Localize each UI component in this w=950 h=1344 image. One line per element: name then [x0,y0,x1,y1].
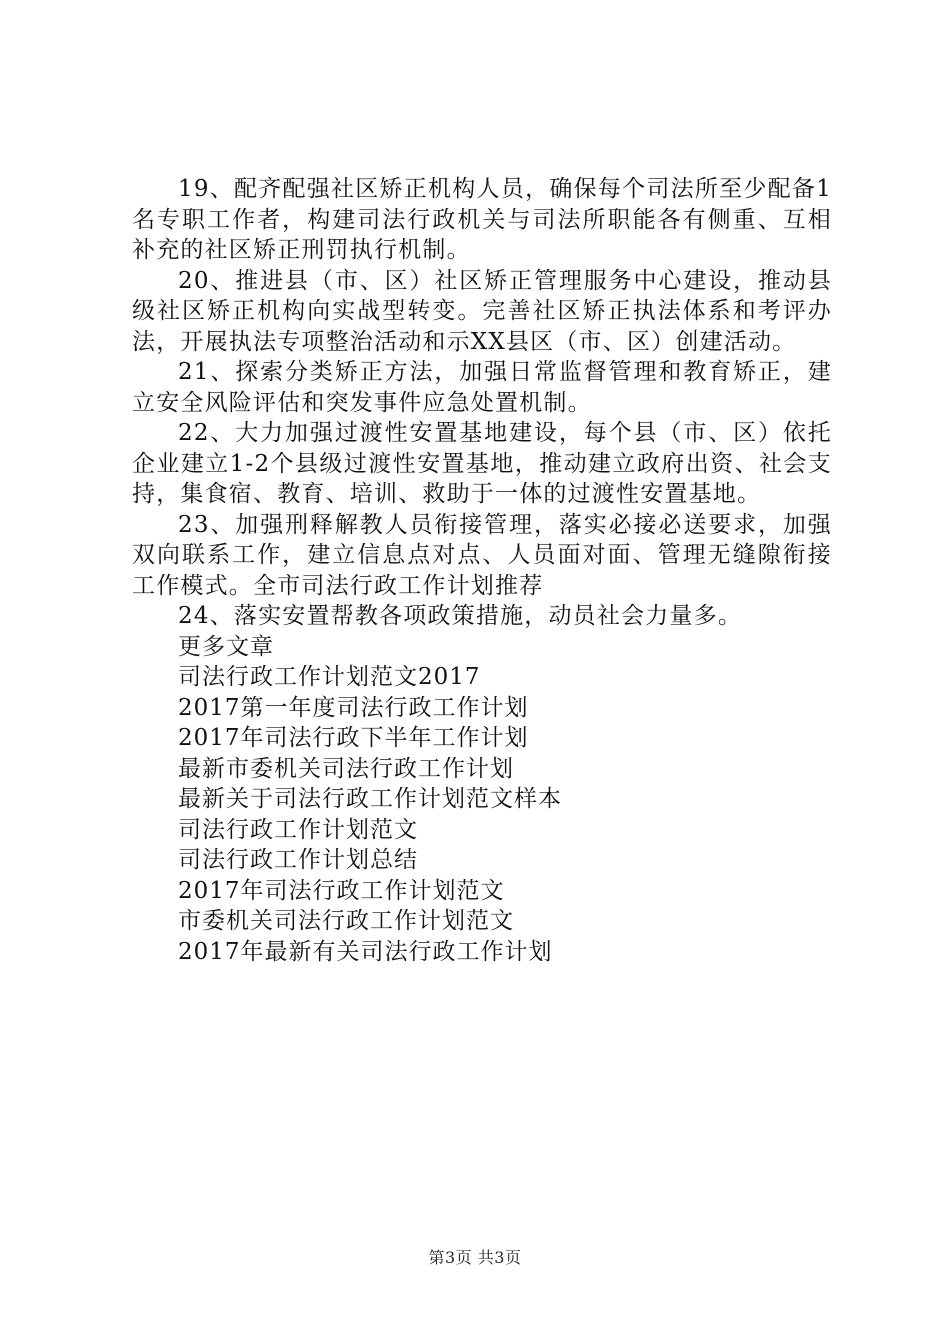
article-link[interactable]: 最新关于司法行政工作计划范文样本 [178,786,562,812]
article-link[interactable]: 司法行政工作计划范文2017 [178,664,481,690]
article-link[interactable]: 司法行政工作计划范文 [178,816,418,843]
page-number-footer: 第3页 共3页 [428,1248,522,1267]
paragraph-24: 24、落实安置帮教各项政策措施，动员社会力量多。 [178,603,743,629]
article-link[interactable]: 2017年司法行政工作计划范文 [178,877,505,904]
paragraph-23: 23、加强刑释解教人员衔接管理，落实必接必送要求，加强双向联系工作，建立信息点对点、人员面对面、管理无缝隙衔接工作模式。全市司法行政工作计划推荐 [132,511,832,599]
article-link[interactable]: 司法行政工作计划总结 [178,847,418,873]
paragraph-21: 21、探索分类矫正方法，加强日常监督管理和教育矫正，建立安全风险评估和突发事件应急处置机制。 [132,359,832,416]
paragraph-19: 19、配齐配强社区矫正机构人员，确保每个司法所至少配备1名专职工作者，构建司法行政机关与司法所职能各有侧重、互相补充的社区矫正刑罚执行机制。 [132,176,832,263]
paragraph-20: 20、推进县（市、区）社区矫正管理服务中心建设，推动县级社区矫正机构向实战型转变。完善社区矫正执法体系和考评办法，开展执法专项整治活动和示XX县区（市、区）创建活动。 [132,267,832,355]
article-link[interactable]: 2017年最新有关司法行政工作计划 [178,938,553,965]
more-articles-list [132,662,832,967]
article-link[interactable]: 2017第一年度司法行政工作计划 [178,694,529,721]
article-link[interactable]: 最新市委机关司法行政工作计划 [178,755,514,782]
more-articles-heading: 更多文章 [178,633,274,660]
paragraph-22: 22、大力加强过渡性安置基地建设，每个县（市、区）依托企业建立1-2个县级过渡性安置基地，推动建立政府出资、社会支持，集食宿、教育、培训、救助于一体的过渡性安置基地。 [132,420,832,507]
article-link[interactable]: 市委机关司法行政工作计划范文 [178,908,514,934]
article-link[interactable]: 2017年司法行政下半年工作计划 [178,725,529,751]
document-body [132,174,832,967]
